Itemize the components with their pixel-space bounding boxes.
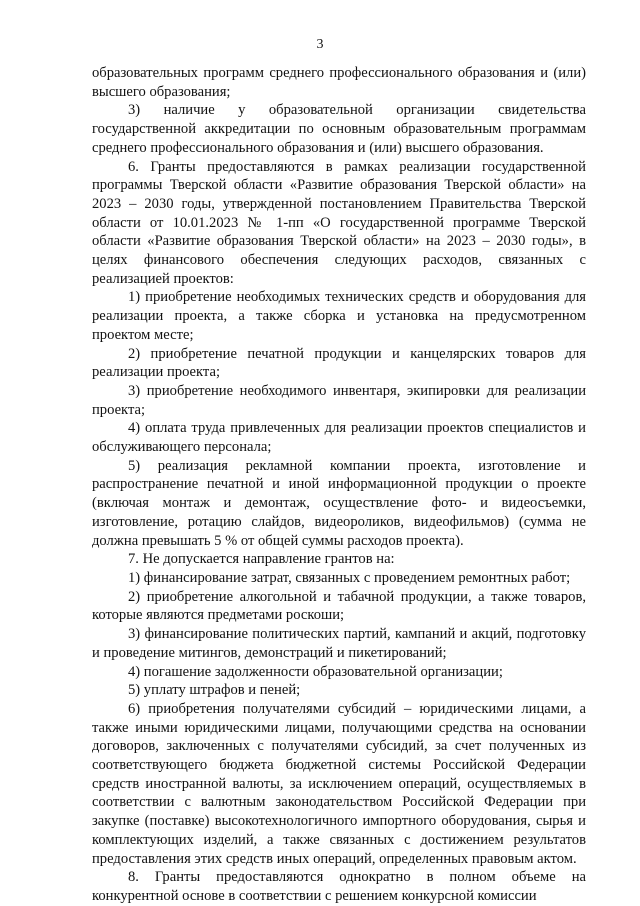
list-item: 5) уплату штрафов и пеней;	[128, 682, 301, 699]
clause-7: 7. Не допускается направление грантов на:	[128, 551, 395, 568]
list-item: 3) наличие у образовательной организации свидетельства государственной аккредитации по основным образовательным программам среднего профессионального образования и (или) высшего образования.	[92, 102, 586, 156]
list-item: 3) финансирование политических партий, кампаний и акций, подготовку и проведение митингов, демонстраций и пикетирований;	[92, 626, 586, 661]
page-number: 3	[316, 37, 324, 52]
list-item: 3) приобретение необходимого инвентаря, экипировки для реализации проекта;	[92, 382, 586, 418]
continuation-text: образовательных программ среднего профессионального образования и (или) высшего образования;	[92, 65, 586, 100]
clause-6: 6. Гранты предоставляются в рамках реализации государственной программы Тверской области «Развитие образования Тверской области» на 2023 – 2030 годы, утвержденной постановлением Правительства Тверской области от 10.01.2023 № 1-пп «О государственной программе Тверской области «Развитие образования Тверской области» на 2023 – 2030 годы», в целях финансового обеспечения следующих расходов, связанных с реализацией проектов:	[92, 158, 586, 287]
list-item: 4) погашение задолженности образовательной организации;	[128, 663, 503, 680]
list-item: 1) финансирование затрат, связанных с проведением ремонтных работ;	[128, 569, 571, 586]
list-item: 2) приобретение печатной продукции и канцелярских товаров для реализации проекта;	[92, 345, 586, 381]
list-item: 2) приобретение алкогольной и табачной продукции, а также товаров, которые являются предметами роскоши;	[92, 588, 586, 624]
clause-8: 8. Гранты предоставляются однократно в полном объеме на конкурентной основе в соответствии с решением конкурсной комиссии	[92, 869, 586, 904]
document-body	[92, 64, 586, 906]
list-item: 6) приобретения получателями субсидий – юридическими лицами, а также иными юридическими лицами, получающими средства на основании договоров, заключенных с получателями субсидий, за счет полученных из соответствующего бюджета бюджетной системы Российской Федерации средств иностранной валюты, за исключением операций, осуществляемых в соответствии с валютным законодательством Российской Федерации при закупке (поставке) высокотехнологичного импортного оборудования, сырья и комплектующих изделий, а также связанных с достижением результатов предоставления этих средств иных операций, определенных правовым актом.	[92, 700, 586, 867]
list-item: 5) реализация рекламной компании проекта, изготовление и распространение печатной и иной информационной продукции о проекте (включая монтаж и демонтаж, осуществление фото- и видеосъемки, изготовление, ротацию слайдов, видеороликов, видеофильмов) (сумма не должна превышать 5 % от общей суммы расходов проекта).	[92, 457, 586, 549]
list-item: 1) приобретение необходимых технических средств и оборудования для реализации проекта, а также сборка и установка на предусмотренном проектом месте;	[92, 289, 586, 343]
list-item: 4) оплата труда привлеченных для реализации проектов специалистов и обслуживающего персонала;	[92, 420, 586, 456]
